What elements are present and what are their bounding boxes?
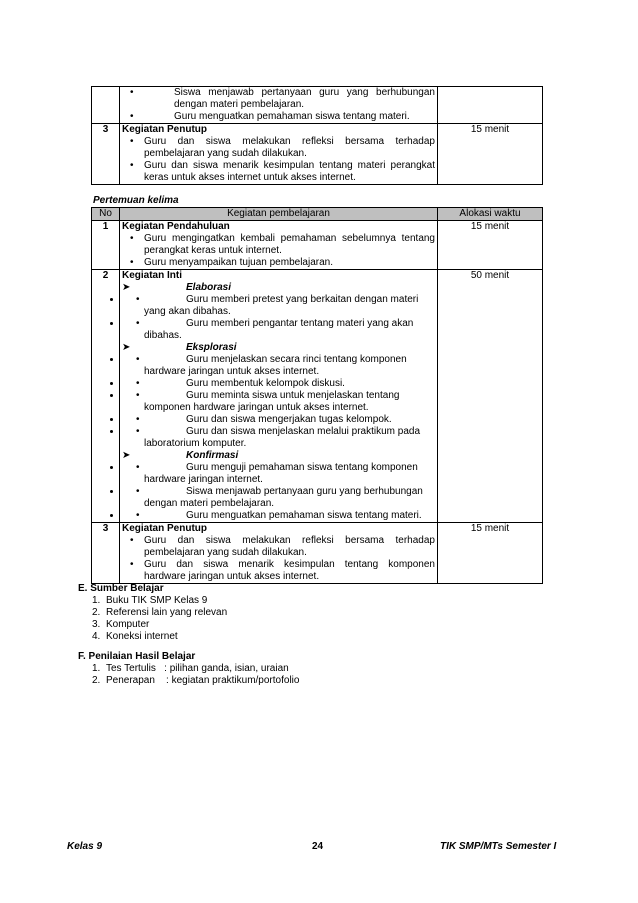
list-item: • • Guru memberi pengantar tentang materi yang akan dibahas. (122, 318, 435, 342)
page-number: 24 (312, 841, 324, 852)
list-item: 1. Buku TIK SMP Kelas 9 (92, 595, 208, 606)
footer-left: Kelas 9 (67, 841, 103, 852)
list-item: • • Guru menguji pemahaman siswa tentang komponen hardware jaringan internet. (122, 462, 435, 486)
table-cell-no: 3 (92, 523, 120, 584)
subsection-eksplorasi: ➤ Eksplorasi (122, 342, 237, 353)
table-cell-activities (120, 523, 438, 584)
table-cell-no (92, 87, 120, 124)
table-cell-time (438, 87, 543, 124)
list-item: • • Guru dan siswa menjelaskan melalui praktikum pada laboratorium komputer. (122, 426, 435, 450)
activity-title: Kegiatan Penutup (122, 523, 208, 534)
list-item: • Guru dan siswa menarik kesimpulan tentang komponen hardware jaringan untuk akses internet. (122, 559, 435, 583)
table-cell-time: 15 menit (438, 523, 543, 584)
list-item: • Siswa menjawab pertanyaan guru yang berhubungan dengan materi pembelajaran. (122, 87, 435, 111)
list-item: • • Guru membentuk kelompok diskusi. (122, 378, 435, 390)
table-cell-time: 50 menit (438, 270, 543, 523)
list-item: • Guru dan siswa melakukan refleksi bersama terhadap pembelajaran yang sudah dilakukan. (122, 535, 435, 559)
list-item: 2. Penerapan : kegiatan praktikum/portofolio (92, 675, 300, 686)
arrow-bullet-icon: ➤ (122, 450, 131, 461)
list-item: • Guru menyampaikan tujuan pembelajaran. (122, 257, 435, 269)
list-item: • • Guru meminta siswa untuk menjelaskan tentang komponen hardware jaringan untuk akses internet. (122, 390, 435, 414)
table-cell-activities (120, 221, 438, 270)
list-item: 2. Referensi lain yang relevan (92, 607, 228, 618)
list-item: • • Guru memberi pretest yang berkaitan dengan materi yang akan dibahas. (122, 294, 435, 318)
arrow-bullet-icon: ➤ (122, 342, 131, 353)
section-penilaian (78, 651, 299, 687)
section-sumber-belajar (78, 583, 227, 643)
table-cell-activities (120, 270, 438, 523)
list-item: • • Guru dan siswa mengerjakan tugas kelompok. (122, 414, 435, 426)
list-item: • Guru menguatkan pemahaman siswa tentang materi. (122, 111, 435, 123)
list-item: • Guru dan siswa melakukan refleksi bersama terhadap pembelajaran yang sudah dilakukan. (122, 136, 435, 160)
subsection-konfirmasi: ➤ Konfirmasi (122, 450, 239, 461)
activity-title: Kegiatan Inti (122, 270, 183, 281)
table-cell-no: 2 (92, 270, 120, 523)
section-title: F. Penilaian Hasil Belajar (78, 651, 196, 662)
activity-title: Kegiatan Pendahuluan (122, 221, 230, 232)
list-item: • • Siswa menjawab pertanyaan guru yang berhubungan dengan materi pembelajaran. (122, 486, 435, 510)
arrow-bullet-icon: ➤ (122, 282, 131, 293)
list-item: • Guru dan siswa menarik kesimpulan tentang materi perangkat keras untuk akses internet untuk akses internet. (122, 160, 435, 184)
list-item: • • Guru menguatkan pemahaman siswa tentang materi. (122, 510, 435, 522)
table-cell-no: 1 (92, 221, 120, 270)
activity-title: Kegiatan Penutup (122, 124, 208, 135)
subsection-elaborasi: ➤ Elaborasi (122, 282, 232, 293)
list-item: 3. Komputer (92, 619, 150, 630)
header-activities: Kegiatan pembelajaran (120, 208, 438, 221)
section-title: E. Sumber Belajar (78, 583, 164, 594)
meeting-caption: Pertemuan kelima (93, 195, 179, 206)
table-cell-activities (120, 87, 438, 124)
list-item: 4. Koneksi internet (92, 631, 178, 642)
list-item: • • Guru menjelaskan secara rinci tentang komponen hardware jaringan untuk akses internet. (122, 354, 435, 378)
table-cell-time: 15 menit (438, 124, 543, 185)
header-no: No (92, 208, 120, 221)
table-cell-activities (120, 124, 438, 185)
table-cell-time: 15 menit (438, 221, 543, 270)
footer-right: TIK SMP/MTs Semester I (440, 841, 557, 852)
activity-table-continued (91, 86, 543, 185)
list-item: 1. Tes Tertulis : pilihan ganda, isian, uraian (92, 663, 289, 674)
list-item: • Guru mengingatkan kembali pemahaman sebelumnya tentang perangkat keras untuk internet. (122, 233, 435, 257)
header-time: Alokasi waktu (438, 208, 543, 221)
table-cell-no: 3 (92, 124, 120, 185)
activity-table-meeting-5 (91, 207, 543, 584)
